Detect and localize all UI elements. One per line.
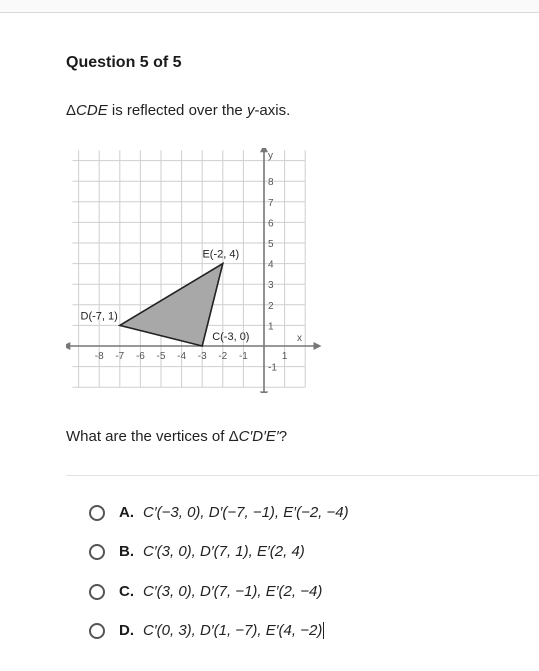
y-axis-label: y: [268, 150, 273, 162]
option-text: C′(0, 3), D′(1, −7), E′(4, −2): [143, 622, 323, 639]
radio-button-c[interactable]: [89, 584, 105, 600]
triangle-name: CDE: [76, 102, 108, 119]
x-tick-label: -4: [177, 351, 187, 362]
radio-button-d[interactable]: [89, 623, 105, 639]
x-tick-label: -7: [115, 351, 125, 362]
y-axis-arrow-down: [260, 391, 268, 393]
x-tick-label: -2: [218, 351, 228, 362]
ask-text: What are the vertices of: [66, 428, 229, 445]
x-axis-label: x: [296, 333, 302, 344]
x-tick-label: -1: [238, 351, 248, 362]
option-letter: C.: [119, 583, 134, 600]
y-axis-arrow-up: [260, 148, 268, 152]
y-tick-label: 4: [268, 259, 274, 271]
radio-button-b[interactable]: [89, 544, 105, 560]
vertex-label-c: C(-3, 0): [212, 331, 250, 343]
y-tick-label: 3: [268, 280, 274, 292]
option-a[interactable]: [89, 504, 349, 521]
x-axis-arrow-right: [314, 342, 322, 350]
x-tick-label: -5: [156, 351, 166, 362]
axis-name: y: [246, 102, 255, 119]
y-tick-label: 5: [268, 239, 274, 250]
question-title: Question 5 of 5: [66, 54, 182, 71]
option-b[interactable]: [89, 543, 305, 560]
y-tick-label: 7: [268, 197, 274, 209]
delta-symbol: Δ: [66, 102, 77, 119]
radio-button-a[interactable]: [89, 505, 105, 521]
top-bar: [0, 0, 539, 13]
x-axis-arrow-left: [66, 342, 70, 350]
y-tick-label: 8: [268, 177, 274, 189]
ask-end: ?: [278, 428, 288, 445]
question-ask: [66, 428, 287, 445]
option-letter: A.: [119, 504, 134, 521]
x-tick-label: -8: [94, 351, 104, 362]
option-d[interactable]: [89, 622, 324, 639]
divider: [66, 475, 539, 476]
y-tick-label: 2: [268, 300, 274, 312]
option-text: C′(3, 0), D′(7, −1), E′(2, −4): [143, 583, 323, 600]
question-prompt: [66, 102, 290, 119]
option-letter: B.: [119, 543, 134, 560]
y-tick-label: -1: [268, 362, 277, 374]
y-tick-label: 6: [268, 218, 274, 230]
text-cursor: [323, 622, 324, 639]
x-tick-label: -6: [135, 351, 145, 362]
x-tick-label: 1: [281, 351, 288, 362]
y-tick-label: 1: [268, 321, 274, 333]
vertex-label-e: E(-2, 4): [202, 248, 240, 261]
option-c[interactable]: [89, 583, 322, 600]
option-text: C′(3, 0), D′(7, 1), E′(2, 4): [143, 543, 305, 560]
option-letter: D.: [119, 622, 134, 639]
ask-delta-symbol: Δ: [228, 428, 239, 445]
coordinate-graph: [66, 148, 336, 393]
ask-triangle-name: C′D′E′: [238, 428, 279, 445]
option-text: C′(−3, 0), D′(−7, −1), E′(−2, −4): [143, 504, 349, 521]
vertex-label-d: D(-7, 1): [80, 310, 118, 323]
prompt-end: -axis.: [254, 102, 291, 119]
x-tick-label: -3: [197, 351, 207, 362]
prompt-text: is reflected over the: [107, 102, 247, 119]
